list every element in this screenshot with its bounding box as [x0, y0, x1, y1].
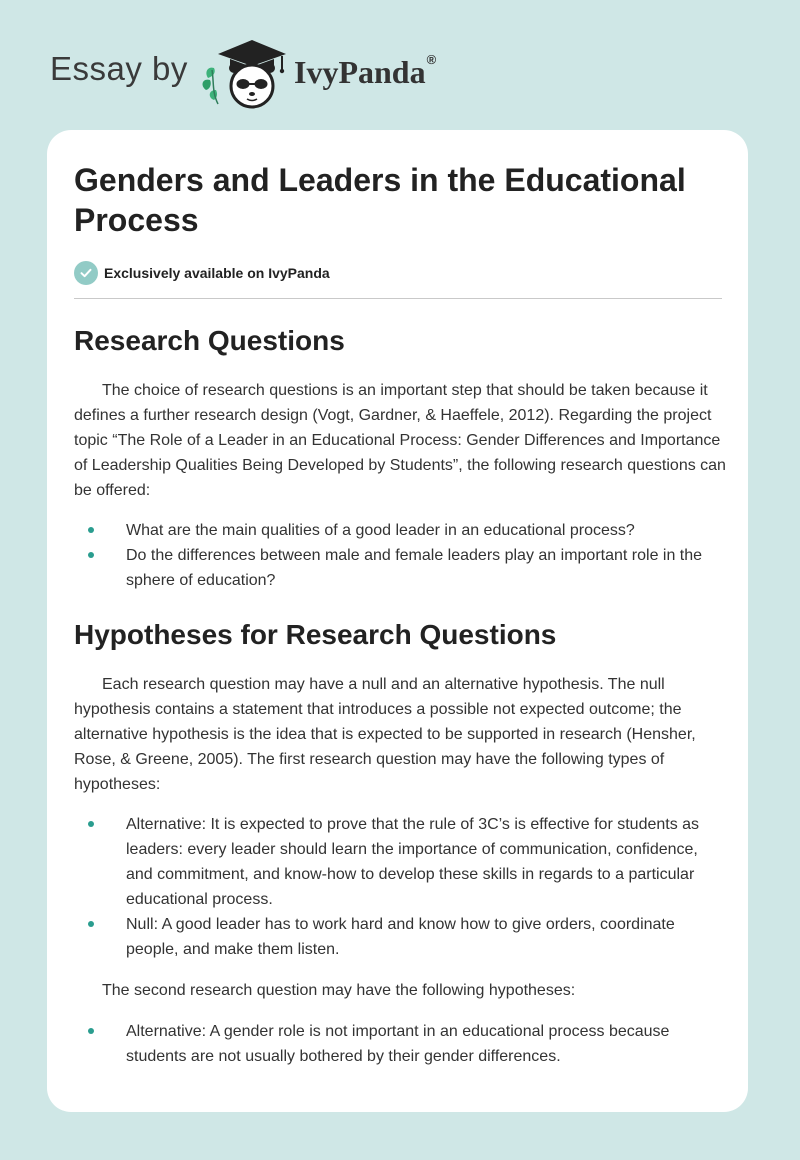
hypotheses-list — [74, 812, 726, 962]
essay-by-label: Essay by — [50, 50, 188, 87]
paragraph-research-questions: The choice of research questions is an important step that should be taken because it defines a further research design (Vogt, Gardner, & Haeffele, 2012). Regarding the project topic “The Role of a Leader in an Educational Process: Gender Differences and Importance of Leadership Qualities Being Developed by Students”, the following research questions can be offered: — [74, 382, 726, 499]
divider — [74, 298, 722, 299]
check-icon — [74, 261, 98, 285]
brand-logo-text[interactable] — [294, 54, 436, 91]
exclusive-badge — [74, 260, 726, 286]
research-questions-list — [74, 518, 726, 593]
paragraph-hypotheses: Each research question may have a null and an alternative hypothesis. The null hypothesis contains a statement that introduces a possible not expected outcome; the alternative hypothesis is the idea that is expected to be supported in research (Hensher, Rose, & Greene, 2005). The first research question may have the following types of hypotheses: — [74, 676, 696, 793]
exclusive-label: Exclusively available on IvyPanda — [104, 265, 330, 281]
article-content — [74, 160, 726, 1069]
paragraph-second-question: The second research question may have the following hypotheses: — [102, 982, 576, 999]
site-header — [0, 0, 800, 130]
article-title: Genders and Leaders in the Educational Process — [74, 162, 686, 238]
list-item: Do the differences between male and female leaders play an important role in the sphere of education? — [74, 543, 726, 593]
list-item: What are the main qualities of a good leader in an educational process? — [74, 518, 726, 543]
panda-graduation-cap-icon[interactable] — [200, 34, 292, 110]
section-heading-research-questions: Research Questions — [74, 325, 345, 356]
list-item: Alternative: It is expected to prove that the rule of 3C’s is effective for students as leaders: every leader should learn the importance of communication, confidence, and commitment, and know-how to develop these skills in regards to a particular educational process. — [74, 812, 726, 912]
section-heading-hypotheses: Hypotheses for Research Questions — [74, 619, 557, 650]
article-card — [47, 130, 748, 1112]
second-hypotheses-list — [74, 1019, 726, 1069]
registered-mark: ® — [426, 52, 437, 67]
ivy-leaf-icon — [203, 68, 218, 104]
list-item: Null: A good leader has to work hard and know how to give orders, coordinate people, and make them listen. — [74, 912, 726, 962]
list-item: Alternative: A gender role is not important in an educational process because students are not usually bothered by their gender differences. — [74, 1019, 726, 1069]
brand-name: IvyPanda — [294, 54, 426, 90]
